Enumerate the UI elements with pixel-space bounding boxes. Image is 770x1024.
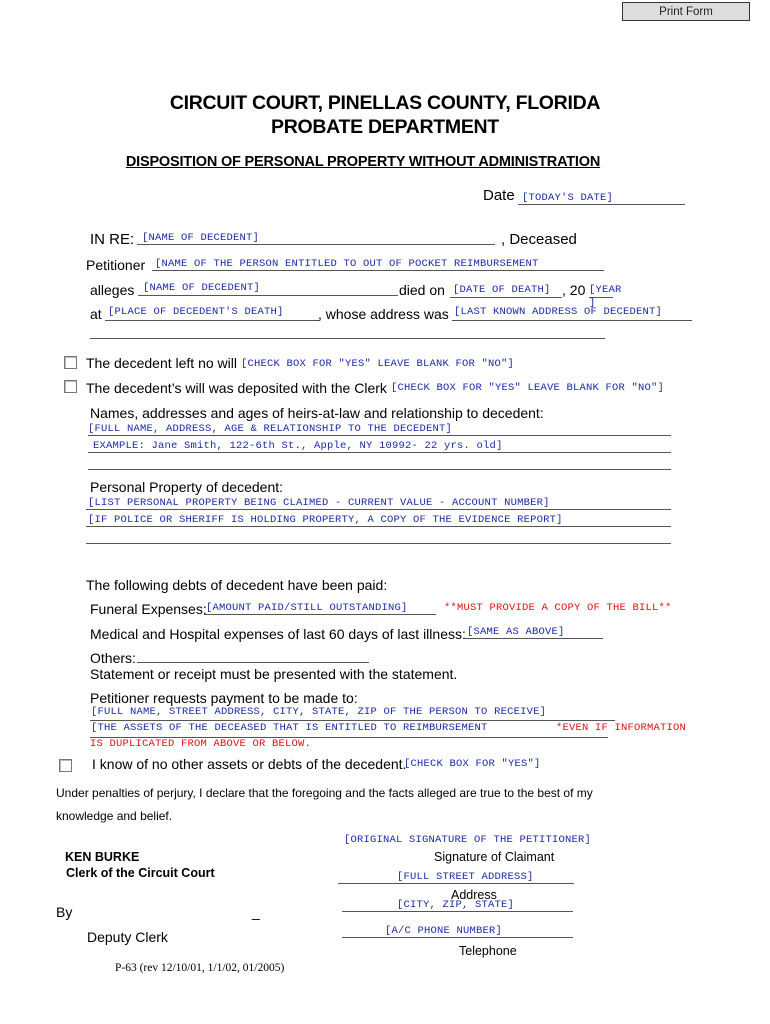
- others-label: Others:: [90, 650, 136, 666]
- payment-line-3: IS DUPLICATED FROM ABOVE OR BELOW.: [90, 738, 312, 750]
- phone-field[interactable]: [A/C PHONE NUMBER]: [385, 925, 503, 937]
- funeral-note: **MUST PROVIDE A COPY OF THE BILL**: [444, 602, 672, 614]
- date-of-death-field[interactable]: [DATE OF DEATH]: [453, 284, 551, 296]
- year-field[interactable]: [YEAR: [589, 284, 622, 296]
- print-form-button[interactable]: Print Form: [622, 2, 750, 21]
- form-number: P-63 (rev 12/10/01, 1/1/02, 01/2005): [115, 962, 285, 974]
- will-deposited-checkbox[interactable]: [64, 380, 77, 393]
- no-will-hint: [CHECK BOX FOR "YES" LEAVE BLANK FOR "NO"]: [241, 358, 515, 370]
- clerk-title: Clerk of the Circuit Court: [66, 866, 215, 880]
- heirs-label: Names, addresses and ages of heirs-at-law and relationship to decedent:: [90, 405, 544, 421]
- telephone-label: Telephone: [459, 944, 517, 958]
- no-other-assets-checkbox[interactable]: [59, 759, 72, 772]
- no-will-label: The decedent left no will: [86, 355, 237, 371]
- city-zip-state-field[interactable]: [CITY, ZIP, STATE]: [397, 899, 515, 911]
- petitioner-field[interactable]: [NAME OF THE PERSON ENTITLED TO OUT OF POCKET REIMBURSEMENT: [155, 258, 539, 270]
- whose-address-label: , whose address was: [318, 306, 449, 322]
- in-re-label: IN RE:: [90, 231, 135, 248]
- court-title: CIRCUIT COURT, PINELLAS COUNTY, FLORIDA: [169, 92, 601, 114]
- decedent-name-field[interactable]: [NAME OF DECEDENT]: [142, 232, 260, 244]
- heirs-line-2[interactable]: EXAMPLE: Jane Smith, 122-6th St., Apple, NY 10992- 22 yrs. old]: [93, 440, 503, 452]
- will-deposited-label: The decedent’s will was deposited with the Clerk: [86, 380, 387, 396]
- date-field[interactable]: [TODAY'S DATE]: [522, 192, 614, 204]
- petitioner-label: Petitioner: [86, 257, 146, 273]
- no-will-checkbox[interactable]: [64, 356, 77, 369]
- property-line-2[interactable]: [IF POLICE OR SHERIFF IS HOLDING PROPERTY, A COPY OF THE EVIDENCE REPORT]: [88, 514, 563, 526]
- heirs-line-1[interactable]: [FULL NAME, ADDRESS, AGE & RELATIONSHIP TO THE DECEDENT]: [88, 423, 453, 435]
- no-other-assets-label: I know of no other assets or debts of the decedent.: [92, 756, 407, 772]
- form-title: DISPOSITION OF PERSONAL PROPERTY WITHOUT ADMINISTRATION: [125, 154, 601, 170]
- alleges-label: alleges: [90, 282, 135, 298]
- payment-note: *EVEN IF INFORMATION: [556, 722, 687, 734]
- at-label: at: [90, 306, 102, 322]
- will-deposited-hint: [CHECK BOX FOR "YES" LEAVE BLANK FOR "NO"]: [391, 382, 665, 394]
- debts-heading: The following debts of decedent have been paid:: [86, 577, 388, 593]
- payment-label: Petitioner requests payment to be made to:: [90, 690, 358, 706]
- payment-line-2[interactable]: [THE ASSETS OF THE DECEASED THAT IS ENTITLED TO REIMBURSEMENT: [91, 722, 488, 734]
- date-label: Date: [483, 187, 515, 204]
- year-field-close: ]: [589, 297, 596, 309]
- last-address-field[interactable]: [LAST KNOWN ADDRESS OF DECEDENT]: [454, 306, 663, 318]
- statement-note: Statement or receipt must be presented with the statement.: [90, 666, 458, 682]
- perjury-line-1: Under penalties of perjury, I declare that the foregoing and the facts alleged are true to the best of my: [56, 786, 593, 800]
- address-label: Address: [451, 888, 497, 902]
- no-other-assets-hint: [CHECK BOX FOR "YES"]: [404, 758, 541, 770]
- street-address-field[interactable]: [FULL STREET ADDRESS]: [397, 871, 534, 883]
- signature-field[interactable]: [ORIGINAL SIGNATURE OF THE PETITIONER]: [344, 834, 592, 846]
- place-of-death-field[interactable]: [PLACE OF DECEDENT'S DEATH]: [108, 306, 284, 318]
- medical-field[interactable]: [SAME AS ABOVE]: [467, 626, 565, 638]
- by-label: By: [56, 904, 73, 920]
- deputy-clerk-label: Deputy Clerk: [87, 929, 168, 945]
- medical-label: Medical and Hospital expenses of last 60 days of last illness:: [90, 626, 466, 642]
- funeral-field[interactable]: [AMOUNT PAID/STILL OUTSTANDING]: [206, 602, 408, 614]
- died-on-label: died on: [399, 282, 445, 298]
- alleges-decedent-field[interactable]: [NAME OF DECEDENT]: [143, 282, 261, 294]
- deceased-label: , Deceased: [501, 231, 577, 248]
- property-line-1[interactable]: [LIST PERSONAL PROPERTY BEING CLAIMED - CURRENT VALUE - ACCOUNT NUMBER]: [88, 497, 550, 509]
- perjury-line-2: knowledge and belief.: [56, 809, 173, 823]
- by-underscore: _: [252, 904, 260, 920]
- payment-line-1[interactable]: [FULL NAME, STREET ADDRESS, CITY, STATE, ZIP OF THE PERSON TO RECEIVE]: [91, 706, 547, 718]
- year-prefix-label: , 20: [562, 282, 586, 298]
- clerk-name: KEN BURKE: [65, 850, 140, 864]
- funeral-label: Funeral Expenses:: [90, 601, 207, 617]
- property-label: Personal Property of decedent:: [90, 479, 284, 495]
- signature-label: Signature of Claimant: [434, 850, 555, 864]
- department-title: PROBATE DEPARTMENT: [271, 116, 499, 138]
